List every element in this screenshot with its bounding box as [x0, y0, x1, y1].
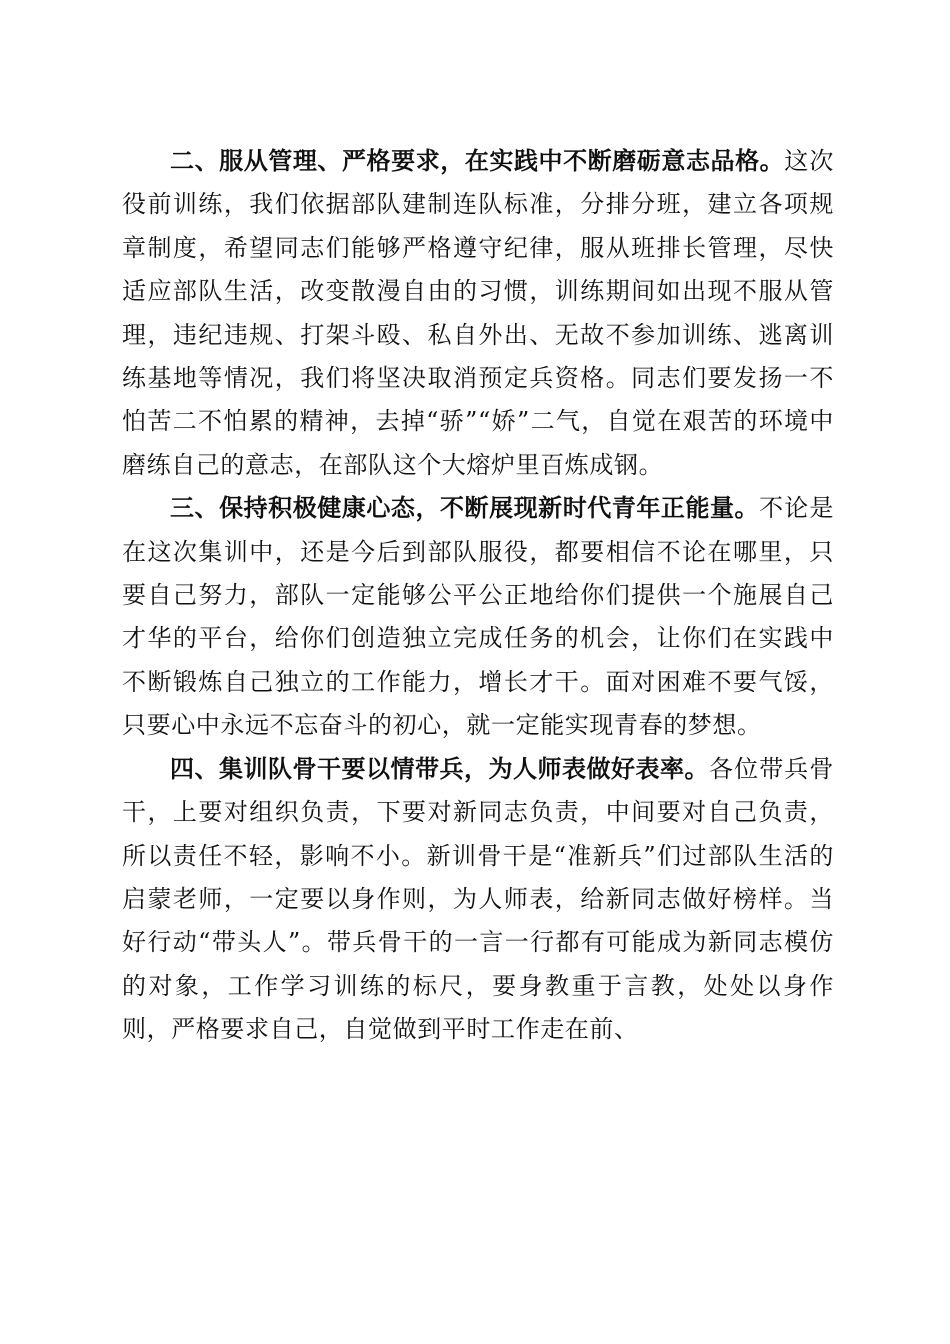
paragraph-3: [122, 487, 834, 747]
paragraph-2-heading: 二、服从管理、严格要求，在实践中不断磨砺意志品格。: [170, 147, 785, 175]
paragraph-4-heading: 四、集训队骨干要以情带兵，为人师表做好表率。: [170, 754, 709, 783]
paragraph-4-body: 各位带兵骨干，上要对组织负责，下要对新同志负责，中间要对自己负责，所以责任不轻，影响不小。新训骨干是“准新兵”们过部队生活的启蒙老师，一定要以身作则，为人师表，给新同志做好榜样。当好行动“带头人”。带兵骨干的一言一行都有可能成为新同志模仿的对象，工作学习训练的标尺，要身教重于言教，处处以身作则，严格要求自己，自觉做到平时工作走在前、: [122, 754, 834, 1044]
paragraph-3-heading: 三、保持积极健康心态，不断展现新时代青年正能量。: [170, 494, 760, 523]
paragraph-3-body: 不论是在这次集训中，还是今后到部队服役，都要相信不论在哪里，只要自己努力，部队一定能够公平公正地给你们提供一个施展自己才华的平台，给你们创造独立完成任务的机会，让你们在实践中不断锻炼自己独立的工作能力，增长才干。面对困难不要气馁，只要心中永远不忘奋斗的初心，就一定能实现青春的梦想。: [122, 494, 835, 740]
paragraph-2: [122, 140, 834, 487]
paragraph-4: [122, 748, 834, 1052]
paragraph-2-body: 这次役前训练，我们依据部队建制连队标准，分排分班，建立各项规章制度，希望同志们能够严格遵守纪律，服从班排长管理，尽快适应部队生活，改变散漫自由的习惯，训练期间如出现不服从管理，违纪违规、打架斗殴、私自外出、无故不参加训练、逃离训练基地等情况，我们将坚决取消预定兵资格。同志们要发扬一不怕苦二不怕累的精神，去掉“骄”“娇”二气，自觉在艰苦的环境中磨练自己的意志，在部队这个大熔炉里百炼成钢。: [122, 147, 835, 479]
document-body: [122, 140, 834, 1052]
